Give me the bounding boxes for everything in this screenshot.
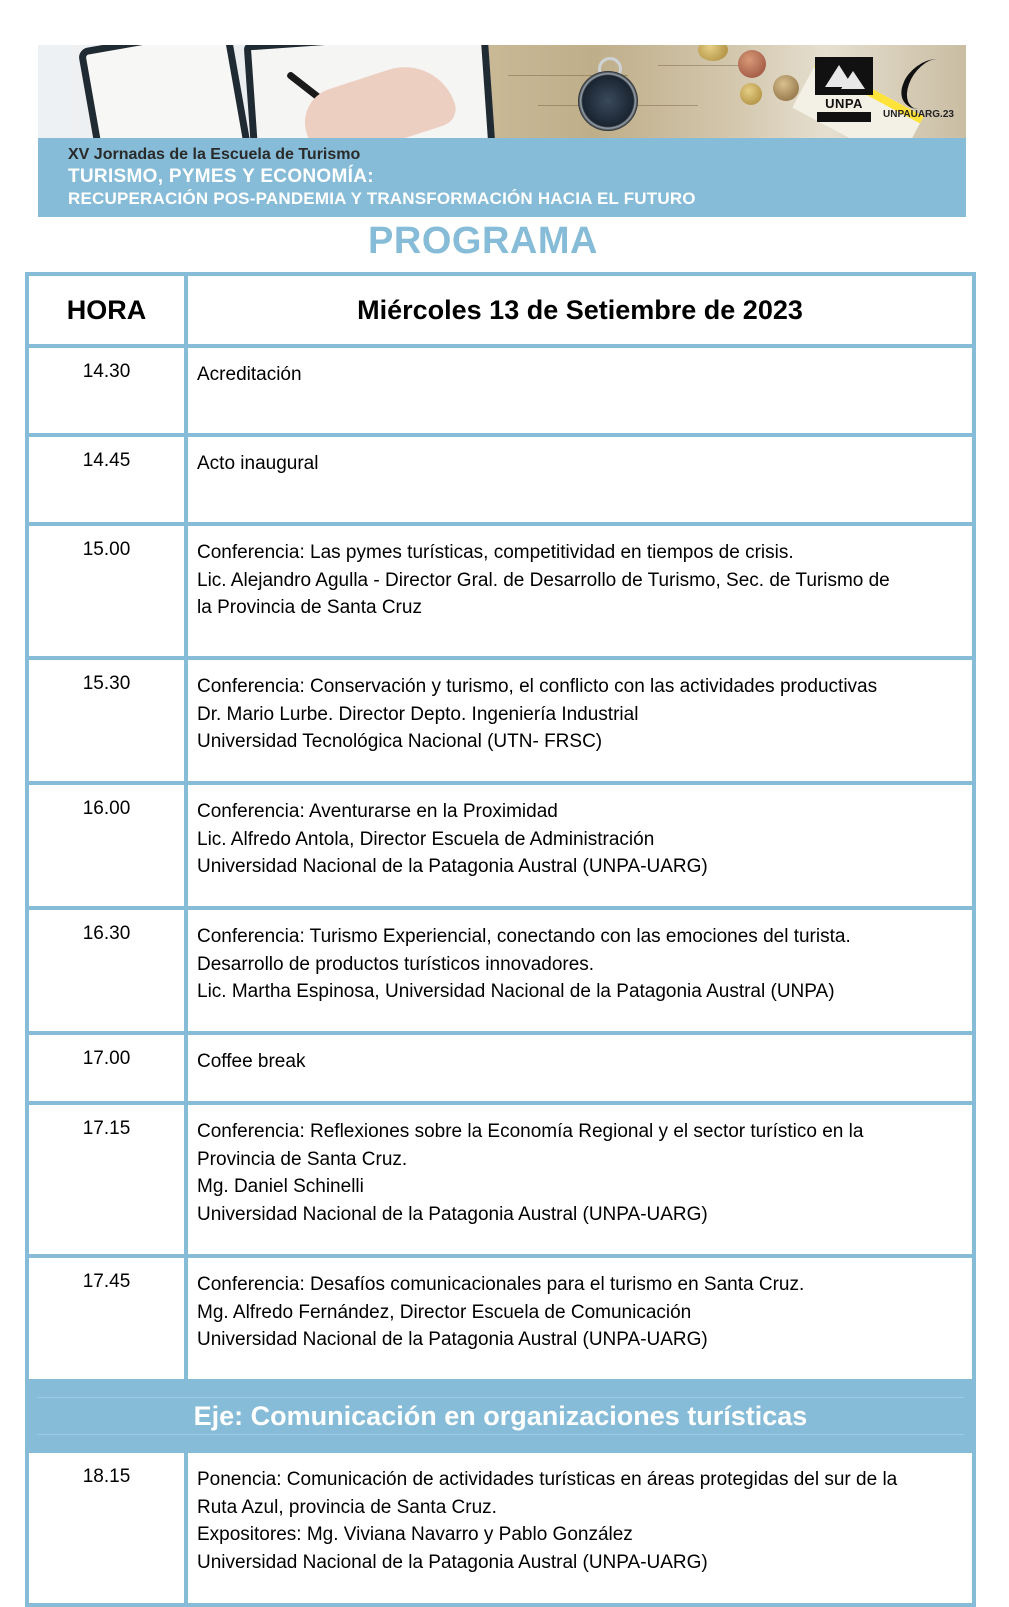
session-line: Universidad Tecnológica Nacional (UTN- FRSC) xyxy=(197,731,603,753)
session-time: 18.15 xyxy=(27,1451,186,1605)
table-row xyxy=(27,346,974,435)
session-line: Mg. Daniel Schinelli xyxy=(197,1176,364,1198)
session-line: Universidad Nacional de la Patagonia Austral (UNPA-UARG) xyxy=(197,1203,708,1225)
session-line: Provincia de Santa Cruz. xyxy=(197,1148,408,1170)
schedule-table xyxy=(25,272,976,1607)
table-row xyxy=(27,908,974,1033)
event-edition: XV Jornadas de la Escuela de Turismo xyxy=(68,146,361,163)
table-row xyxy=(27,435,974,524)
session-time: 15.00 xyxy=(27,524,186,658)
session-time: 14.45 xyxy=(27,435,186,524)
session-description xyxy=(186,435,974,524)
page-title: PROGRAMA xyxy=(368,220,598,262)
coin-icon xyxy=(740,83,762,105)
session-line: Mg. Alfredo Fernández, Director Escuela de Comunicación xyxy=(197,1301,692,1323)
axis-row xyxy=(27,1381,974,1451)
session-line: Universidad Nacional de la Patagonia Austral (UNPA-UARG) xyxy=(197,856,708,878)
session-time: 17.45 xyxy=(27,1256,186,1381)
session-line: Dr. Mario Lurbe. Director Depto. Ingeniería Industrial xyxy=(197,703,639,725)
banner-photo xyxy=(38,45,966,138)
session-line: Conferencia: Reflexiones sobre la Economía Regional y el sector turístico en la xyxy=(197,1121,864,1142)
session-line: Universidad Nacional de la Patagonia Austral (UNPA-UARG) xyxy=(197,1551,708,1573)
session-line: Conferencia: Aventurarse en la Proximidad xyxy=(197,801,558,822)
banner-title-band xyxy=(38,138,966,217)
coin-icon xyxy=(773,75,799,101)
unpa-logo: UNPA xyxy=(815,57,873,125)
table-row xyxy=(27,1103,974,1256)
session-description xyxy=(186,346,974,435)
unpa-uarg-logo: UNPAUARG.23 xyxy=(883,57,963,127)
session-line: Coffee break xyxy=(197,1051,306,1072)
session-line: Ruta Azul, provincia de Santa Cruz. xyxy=(197,1496,497,1518)
event-subtitle: RECUPERACIÓN POS-PANDEMIA Y TRANSFORMACIÓN HACIA EL FUTURO xyxy=(68,189,696,208)
session-description xyxy=(186,1451,974,1605)
coin-icon xyxy=(698,45,728,61)
session-time: 16.30 xyxy=(27,908,186,1033)
session-line: Conferencia: Conservación y turismo, el conflicto con las actividades productivas xyxy=(197,676,878,697)
session-description xyxy=(186,1103,974,1256)
table-header-row xyxy=(27,274,974,346)
axis-title: Eje: Comunicación en organizaciones turísticas xyxy=(37,1397,964,1435)
table-row xyxy=(27,658,974,783)
session-line: Conferencia: Las pymes turísticas, competitividad en tiempos de crisis. xyxy=(197,542,794,563)
session-line: la Provincia de Santa Cruz xyxy=(197,597,422,619)
session-description xyxy=(186,1033,974,1103)
session-time: 14.30 xyxy=(27,346,186,435)
session-line: Conferencia: Turismo Experiencial, conectando con las emociones del turista. xyxy=(197,926,851,947)
session-line: Lic. Alfredo Antola, Director Escuela de Administración xyxy=(197,828,655,850)
session-line: Lic. Martha Espinosa, Universidad Nacional de la Patagonia Austral (UNPA) xyxy=(197,981,835,1003)
session-time: 17.00 xyxy=(27,1033,186,1103)
session-description xyxy=(186,658,974,783)
compass-icon xyxy=(578,71,638,131)
session-description xyxy=(186,524,974,658)
session-line: Expositores: Mg. Viviana Navarro y Pablo González xyxy=(197,1524,633,1546)
header-day: Miércoles 13 de Setiembre de 2023 xyxy=(186,274,974,346)
session-line: Ponencia: Comunicación de actividades turísticas en áreas protegidas del sur de la xyxy=(197,1469,898,1490)
notebook-illustration xyxy=(78,45,253,138)
session-time: 16.00 xyxy=(27,783,186,908)
table-row xyxy=(27,524,974,658)
session-line: Universidad Nacional de la Patagonia Austral (UNPA-UARG) xyxy=(197,1329,708,1351)
session-line: Acreditación xyxy=(197,364,302,385)
header-time: HORA xyxy=(27,274,186,346)
session-description xyxy=(186,783,974,908)
session-time: 17.15 xyxy=(27,1103,186,1256)
session-description xyxy=(186,908,974,1033)
session-line: Conferencia: Desafíos comunicacionales para el turismo en Santa Cruz. xyxy=(197,1274,805,1295)
session-line: Lic. Alejandro Agulla - Director Gral. de Desarrollo de Turismo, Sec. de Turismo de xyxy=(197,569,890,591)
session-time: 15.30 xyxy=(27,658,186,783)
table-row xyxy=(27,1256,974,1381)
session-description xyxy=(186,1256,974,1381)
event-theme: TURISMO, PYMES Y ECONOMÍA: xyxy=(68,166,374,187)
session-line: Acto inaugural xyxy=(197,453,319,474)
coin-icon xyxy=(738,50,766,78)
session-line: Desarrollo de productos turísticos innovadores. xyxy=(197,953,595,975)
event-banner xyxy=(38,45,966,217)
table-row xyxy=(27,783,974,908)
table-row xyxy=(27,1451,974,1605)
table-row xyxy=(27,1033,974,1103)
